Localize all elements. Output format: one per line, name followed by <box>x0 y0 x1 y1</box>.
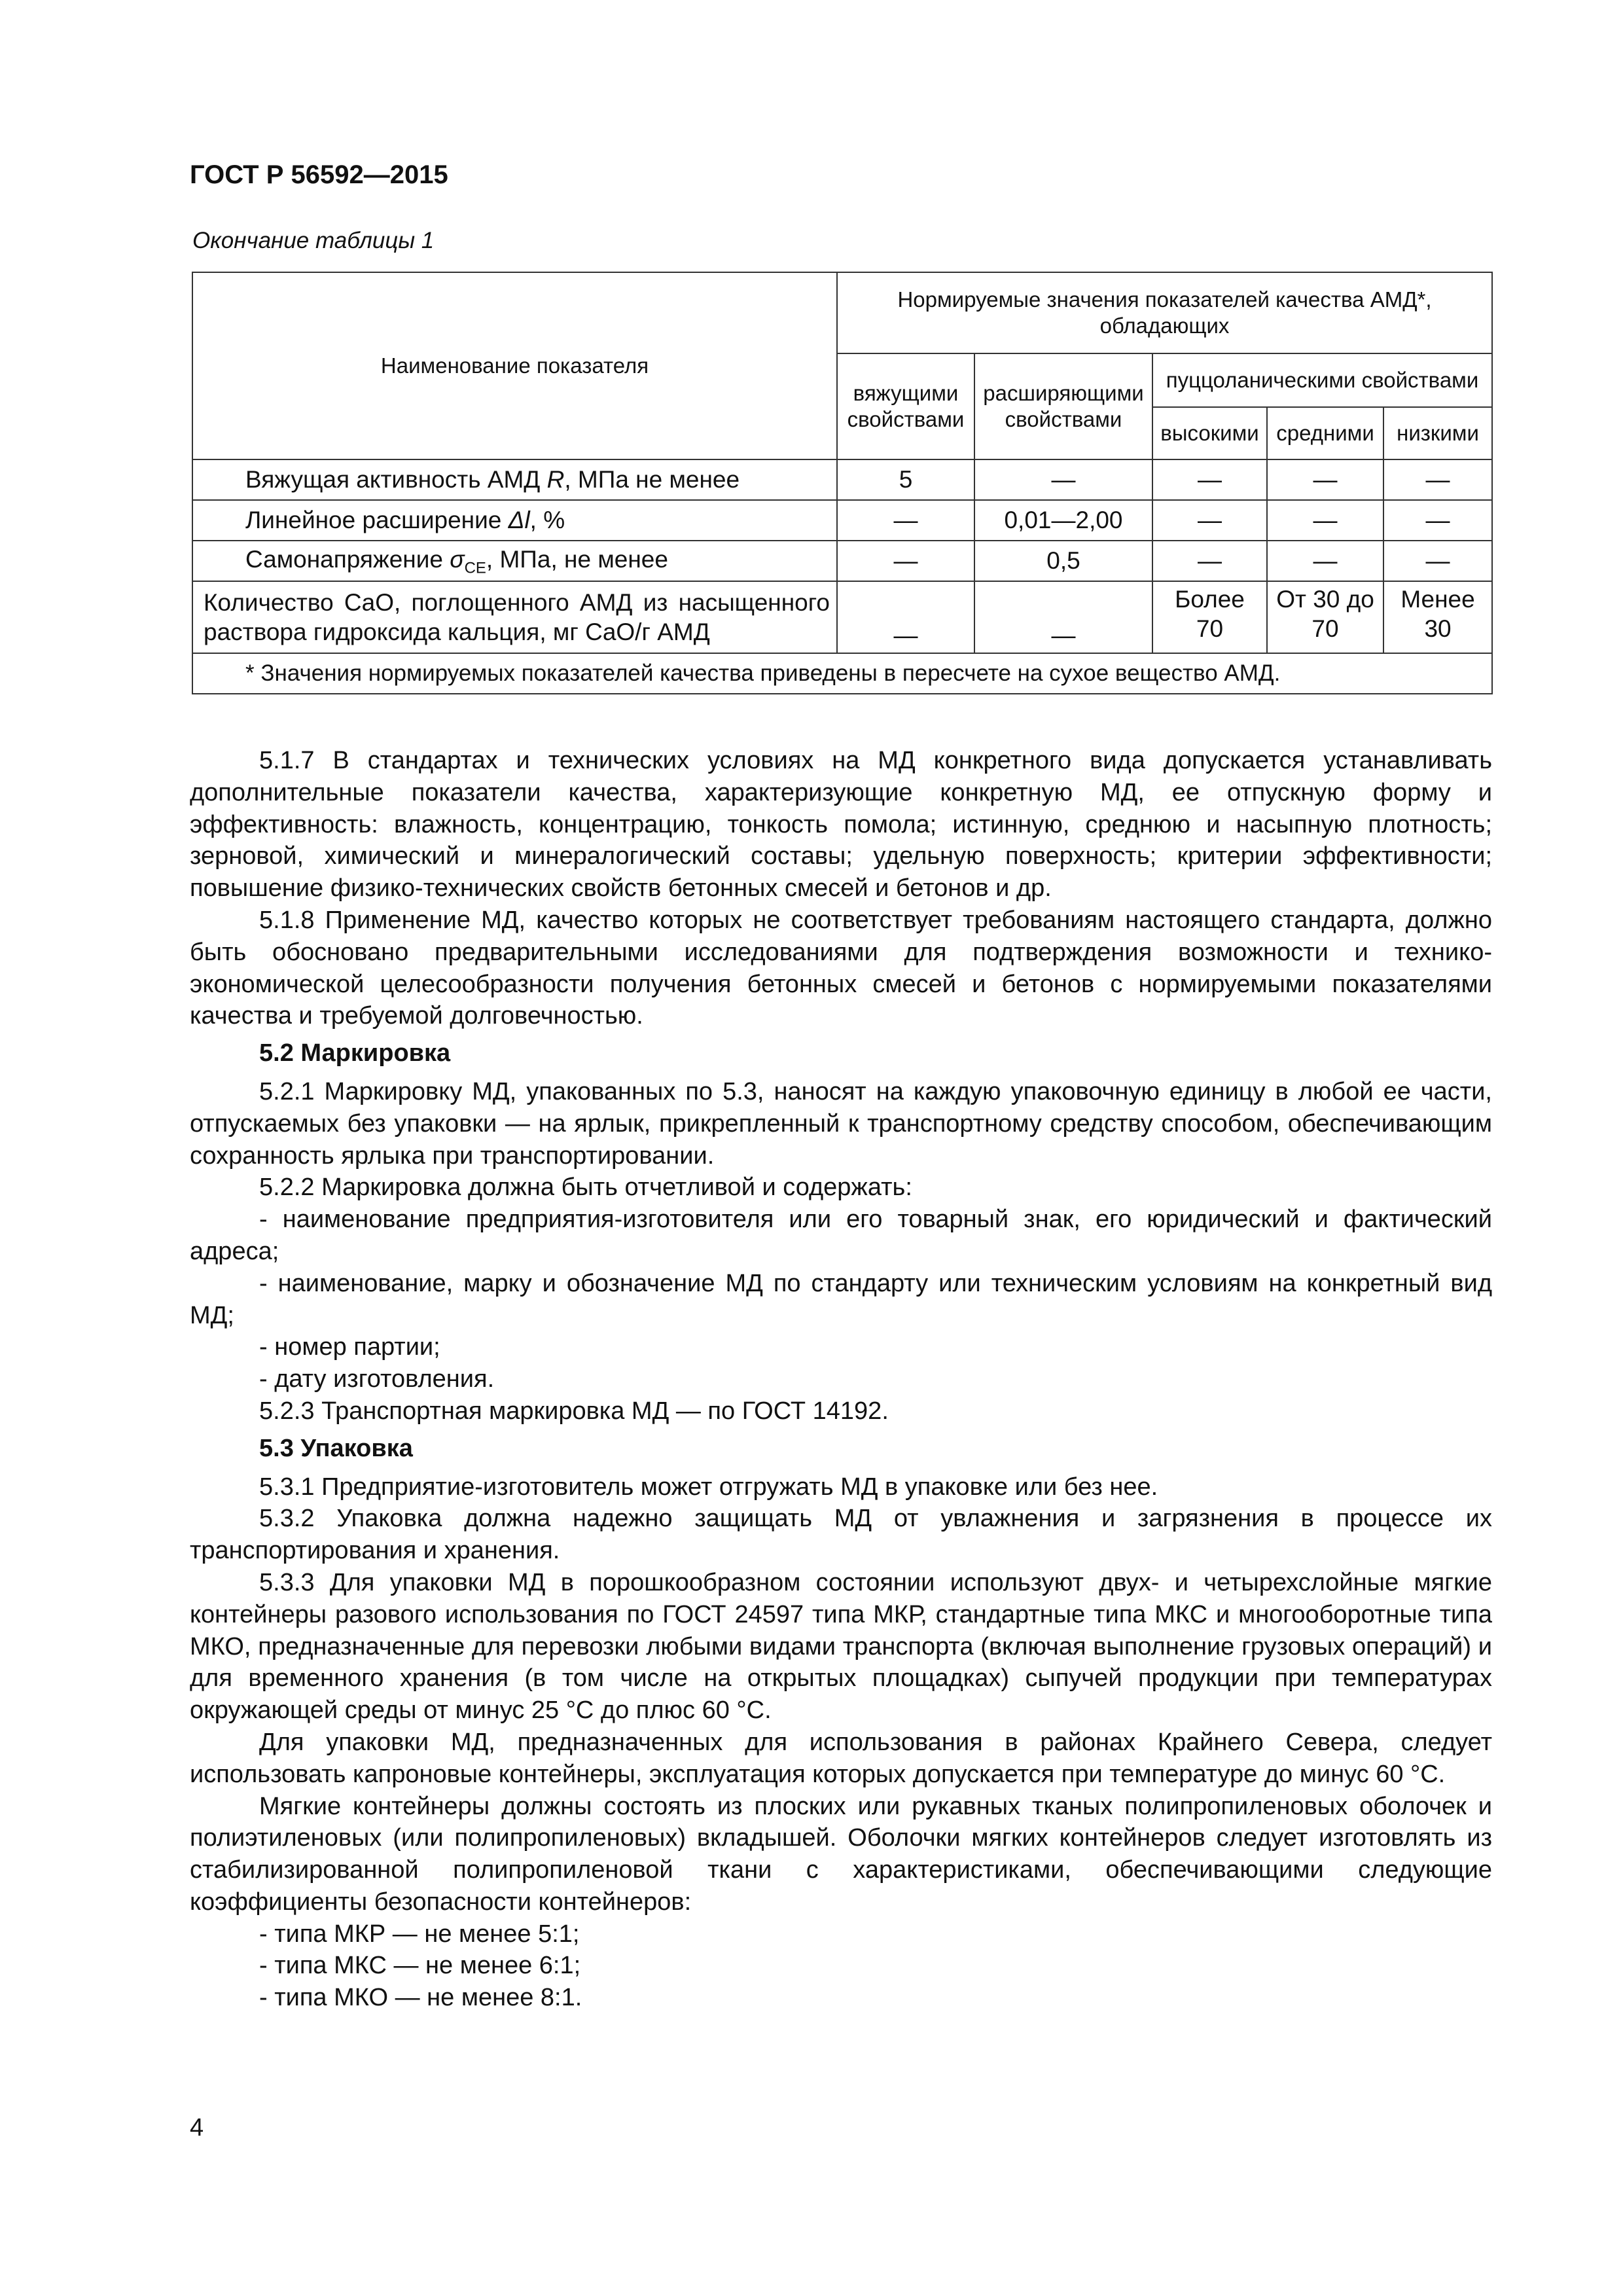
list-item: - дату изготовления. <box>259 1365 495 1393</box>
cell-high: Более 70 <box>1152 581 1267 653</box>
row-name: Количество CaO, поглощенного АМД из насыщенного раствора гидроксида кальция, мг CaO/г АМД <box>192 581 837 653</box>
cell-binding: 5 <box>837 459 974 500</box>
list-item: - типа МКО — не менее 8:1. <box>259 1984 582 2012</box>
cell-binding: — <box>837 541 974 581</box>
section-heading-5-3: 5.3 Упаковка <box>259 1434 413 1462</box>
list-item: - номер партии; <box>259 1333 440 1361</box>
cell-medium: — <box>1267 459 1383 500</box>
cell-low: — <box>1383 541 1492 581</box>
row-name: Самонапряжение $\sigma_{CE}$, МПа, не менее <box>192 541 837 581</box>
cell-binding: — <box>837 500 974 541</box>
table-row <box>192 541 1492 581</box>
paragraph-5-2-1: 5.2.1 Маркировку МД, упакованных по 5.3, наносят на каждую упаковочную единицу в любой ее части, отпускаемых без упаковки — на ярлык, прикрепленный к транспортному средству способом, обеспечивающим сохранность ярлыка при транспортировании. <box>190 1077 1492 1170</box>
list-item: - типа МКС — не менее 6:1; <box>259 1952 581 1980</box>
paragraph-containers: Мягкие контейнеры должны состоять из плоских или рукавных тканых полипропиленовых оболочек и полиэтиленовых (или полипропиленовых) вкладышей. Оболочки мягких контейнеров следует изготовлять из стабилизированной полипропиленовой ткани с характеристиками, обеспечивающими следующие коэффициенты безопасности контейнеров: <box>190 1792 1492 1916</box>
row-name: Линейное расширение Δl, % <box>192 500 837 541</box>
table-row <box>192 500 1492 541</box>
table-footnote: * Значения нормируемых показателей качества приведены в пересчете на сухое вещество АМД. <box>192 653 1492 694</box>
column-header-medium: средними <box>1267 407 1383 459</box>
quality-indicators-table <box>192 272 1493 694</box>
cell-expanding: 0,01—2,00 <box>974 500 1152 541</box>
section-heading-5-2: 5.2 Маркировка <box>259 1039 451 1067</box>
column-header-low: низкими <box>1383 407 1492 459</box>
cell-medium: От 30 до 70 <box>1267 581 1383 653</box>
paragraph-5-3-2: 5.3.2 Упаковка должна надежно защищать МД от увлажнения и загрязнения в процессе их транспортирования и хранения. <box>190 1505 1492 1565</box>
table-row <box>192 459 1492 500</box>
cell-high: — <box>1152 459 1267 500</box>
body-text <box>190 745 1492 2014</box>
paragraph-5-1-7: 5.1.7 В стандартах и технических условиях на МД конкретного вида допускается устанавливать дополнительные показатели качества, характеризующие конкретную МД, ее отпускную форму и эффективность: влажность, концентрацию, тонкость помола; истинную, среднюю и насыпную плотность; зерновой, химический и минералогический составы; удельную поверхность; критерии эффективности; повышение физико-технических свойств бетонных смесей и бетонов и др. <box>190 747 1492 903</box>
column-header-name: Наименование показателя <box>192 272 837 459</box>
cell-low: Менее 30 <box>1383 581 1492 653</box>
cell-binding: — <box>837 581 974 653</box>
list-item: - наименование, марку и обозначение МД по стандарту или техническим условиям на конкретный вид МД; <box>190 1269 1492 1329</box>
paragraph-5-3-3: 5.3.3 Для упаковки МД в порошкообразном состоянии используют двух- и четырехслойные мягкие контейнеры разового использования по ГОСТ 24597 типа МКР, стандартные типа МКС и многооборотные типа МКО, предназначенные для перевозки любыми видами транспорта (включая выполнение грузовых операций) и для временного хранения (в том числе на открытых площадках) сыпучей продукции при температурах окружающей среды от минус 25 °С до плюс 60 °С. <box>190 1568 1492 1725</box>
paragraph-5-1-8: 5.1.8 Применение МД, качество которых не соответствует требованиям настоящего стандарта, должно быть обосновано предварительными исследованиями для подтверждения возможности и технико-экономической целесообразности получения бетонных смесей и бетонов с нормируемыми показателями качества и требуемой долговечностью. <box>190 906 1492 1030</box>
table-row <box>192 581 1492 653</box>
column-header-binding: вяжущими свойствами <box>837 353 974 459</box>
cell-medium: — <box>1267 541 1383 581</box>
paragraph-5-3-1: 5.3.1 Предприятие-изготовитель может отгружать МД в упаковке или без нее. <box>259 1473 1158 1501</box>
cell-high: — <box>1152 500 1267 541</box>
cell-medium: — <box>1267 500 1383 541</box>
cell-low: — <box>1383 500 1492 541</box>
column-header-high: высокими <box>1152 407 1267 459</box>
paragraph-5-2-3: 5.2.3 Транспортная маркировка МД — по ГОСТ 14192. <box>259 1397 889 1425</box>
list-item: - наименование предприятия-изготовителя или его товарный знак, его юридический и фактический адреса; <box>190 1206 1492 1265</box>
document-header: ГОСТ Р 56592—2015 <box>190 160 448 189</box>
cell-expanding: — <box>974 459 1152 500</box>
table-caption: Окончание таблицы 1 <box>192 228 435 253</box>
column-header-group: Нормируемые значения показателей качества АМД*, обладающих <box>837 272 1492 353</box>
cell-expanding: — <box>974 581 1152 653</box>
paragraph-5-2-2: 5.2.2 Маркировка должна быть отчетливой и содержать: <box>259 1174 912 1202</box>
row-name: Вяжущая активность АМД R, МПа не менее <box>192 459 837 500</box>
page-number: 4 <box>190 2114 204 2142</box>
cell-expanding: 0,5 <box>974 541 1152 581</box>
cell-high: — <box>1152 541 1267 581</box>
column-header-pozzolanic: пуццоланическими свойствами <box>1152 353 1492 407</box>
column-header-expanding: расширяющими свойствами <box>974 353 1152 459</box>
cell-low: — <box>1383 459 1492 500</box>
paragraph-far-north: Для упаковки МД, предназначенных для использования в районах Крайнего Севера, следует использовать капроновые контейнеры, эксплуатация которых допускается при температуре до минус 60 °С. <box>190 1728 1492 1788</box>
list-item: - типа МКР — не менее 5:1; <box>259 1920 580 1948</box>
